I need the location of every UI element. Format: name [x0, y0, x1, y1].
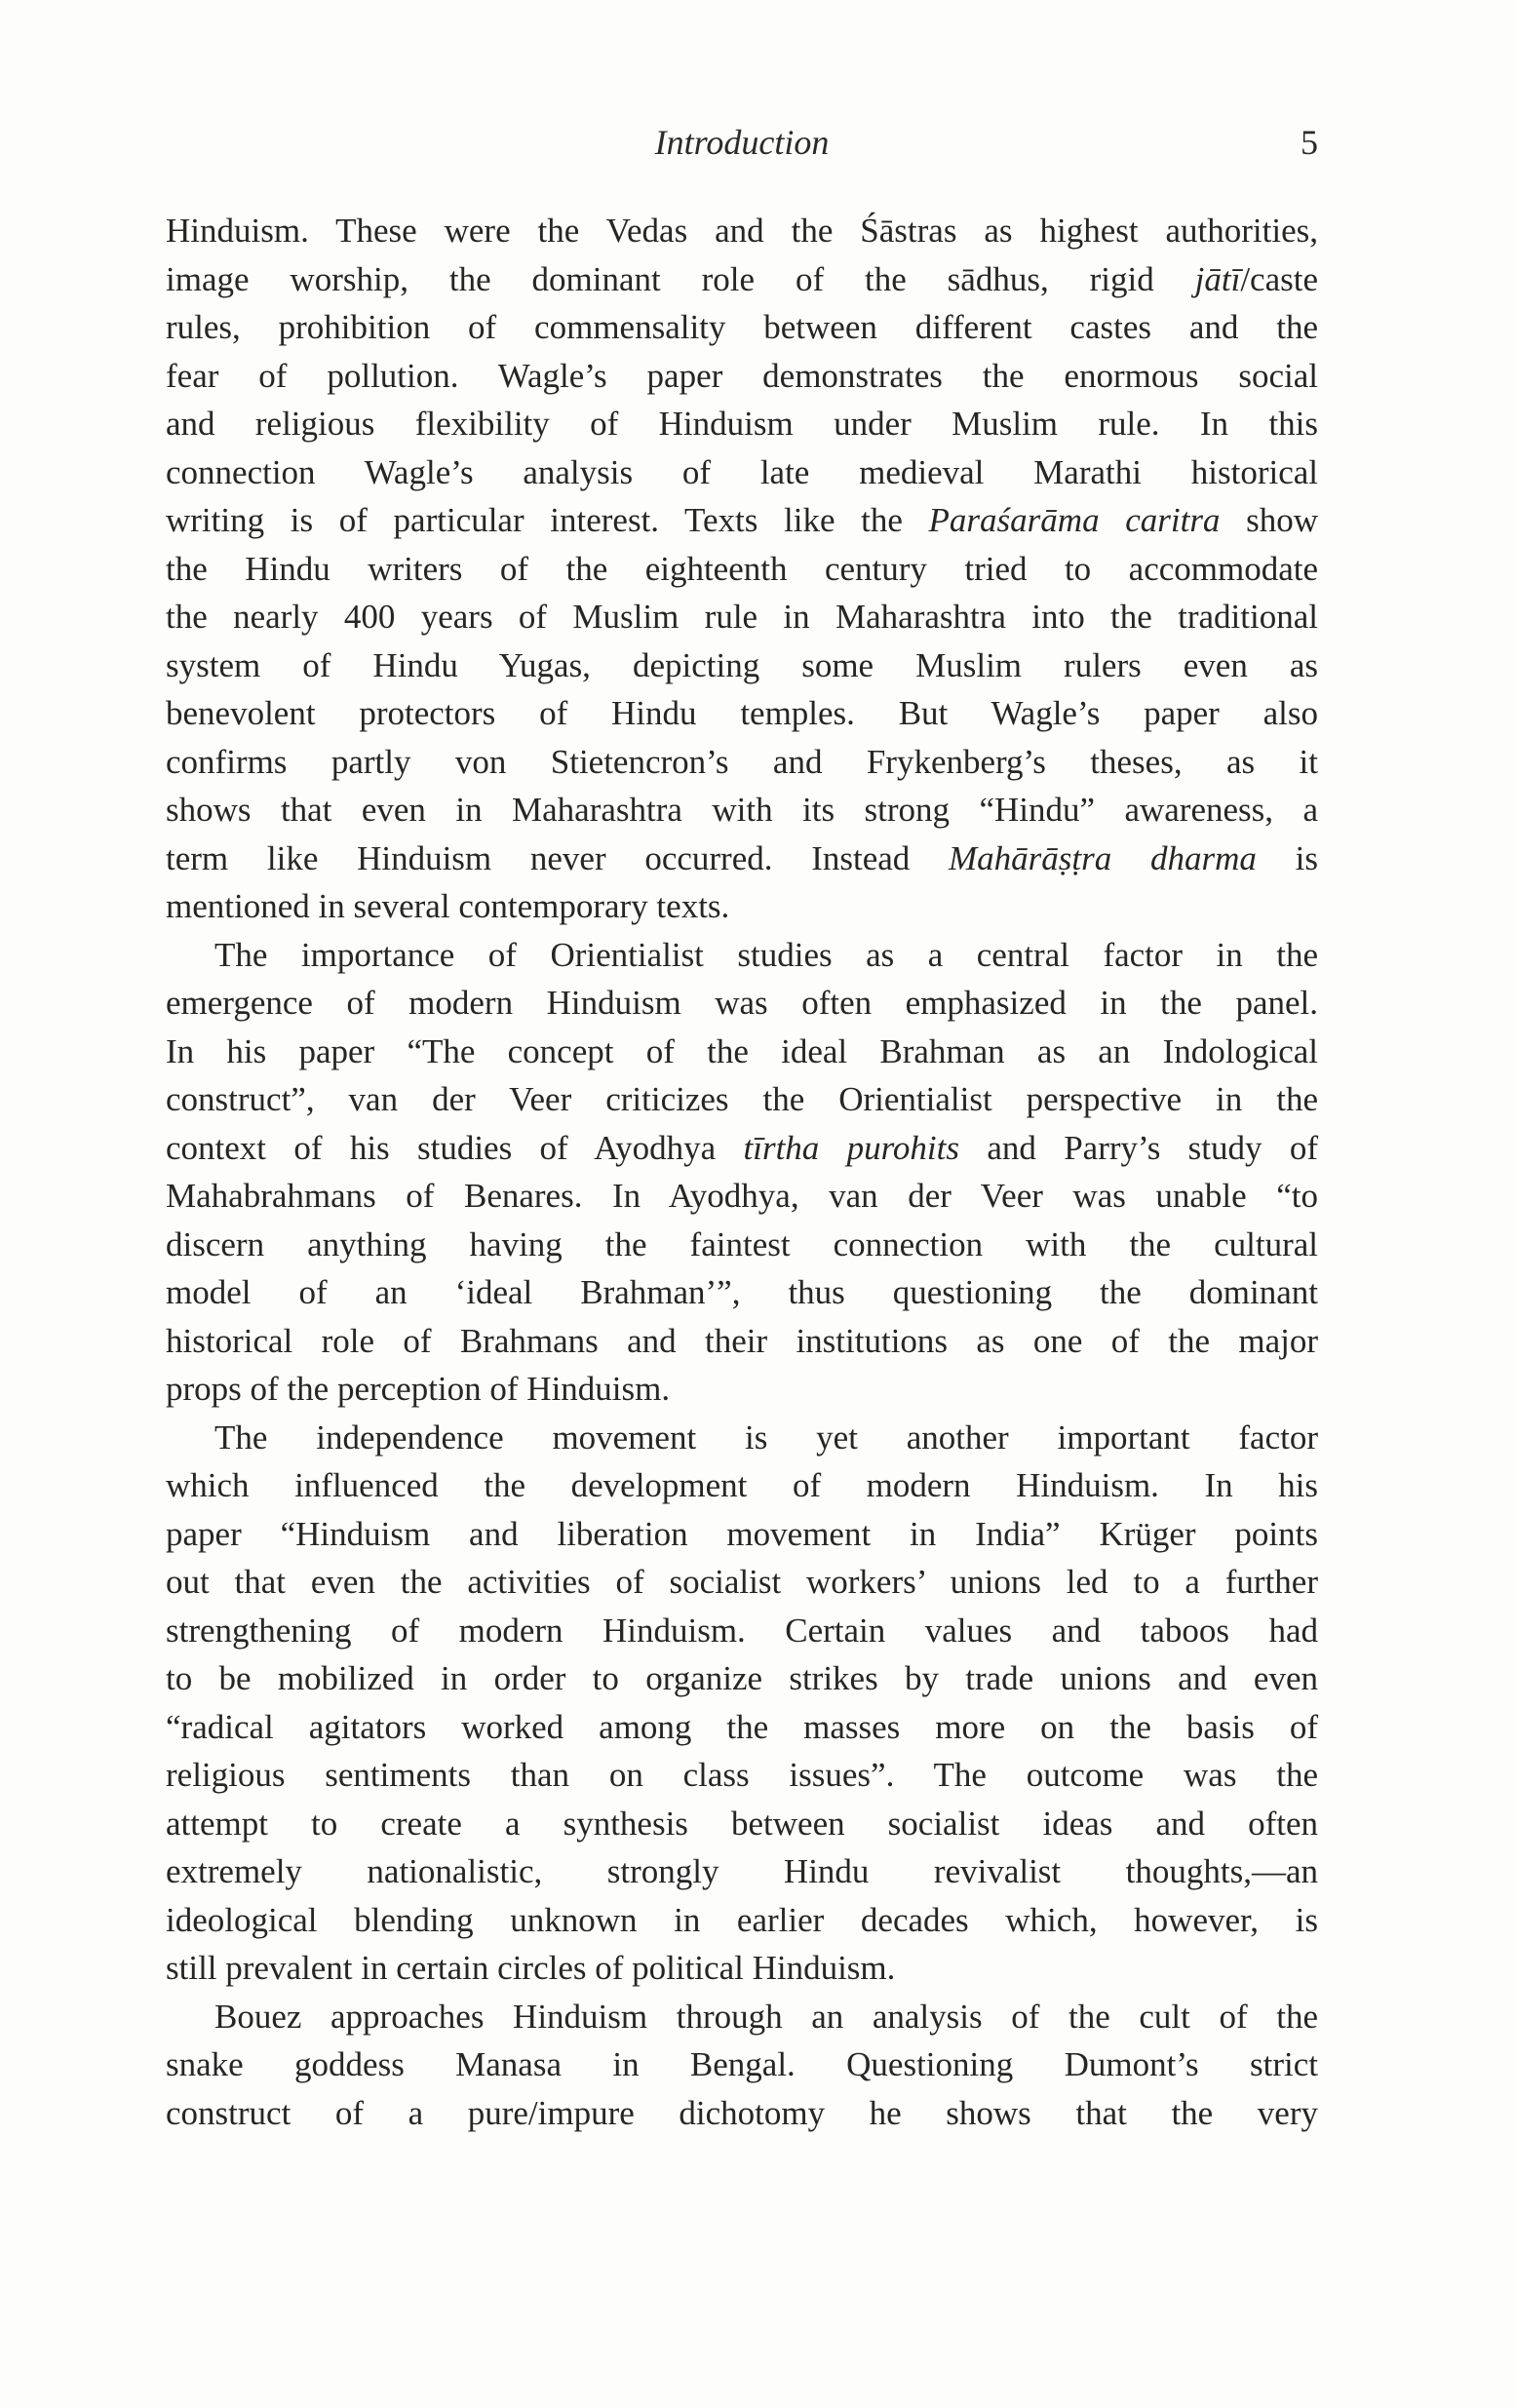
text-line — [166, 352, 1318, 401]
text-run: The importance of Orientialist studies as a central factor in the — [214, 935, 1318, 974]
text-run: strengthening of modern Hinduism. Certain values and taboos had — [166, 1611, 1318, 1650]
text-line — [166, 1703, 1318, 1752]
text-line — [166, 1268, 1318, 1317]
text-line — [166, 1461, 1318, 1510]
text-line — [166, 2040, 1318, 2089]
text-line — [166, 1124, 1318, 1173]
text-run: still prevalent in certain circles of political Hinduism. — [166, 1949, 896, 1987]
text-line — [166, 1896, 1318, 1945]
text-line — [166, 1800, 1318, 1848]
italic-term: Paraśarāma caritra — [928, 501, 1221, 539]
text-run: writing is of particular interest. Texts like the — [166, 501, 929, 539]
italic-term: tīrtha purohits — [743, 1128, 960, 1167]
body-text — [166, 207, 1318, 2137]
text-line — [166, 641, 1318, 690]
text-line — [166, 1172, 1318, 1221]
text-line — [166, 1847, 1318, 1896]
text-line — [166, 1654, 1318, 1703]
running-head — [166, 115, 1318, 170]
text-line — [166, 931, 1318, 980]
text-run: connection Wagle’s analysis of late medieval Marathi historical — [166, 452, 1318, 491]
text-run: extremely nationalistic, strongly Hindu revivalist thoughts,—an — [166, 1852, 1318, 1890]
text-run: The independence movement is yet another important factor — [214, 1418, 1318, 1456]
text-run: out that even the activities of socialist workers’ unions led to a further — [166, 1563, 1318, 1601]
text-run: ideological blending unknown in earlier decades which, however, is — [166, 1900, 1318, 1939]
text-line — [166, 2089, 1318, 2138]
text-line — [166, 1028, 1318, 1076]
text-run: is — [1256, 838, 1318, 877]
text-line — [166, 1221, 1318, 1269]
text-line — [166, 1365, 1318, 1414]
text-run: discern anything having the faintest connection with the cultural — [166, 1224, 1318, 1263]
text-line — [166, 835, 1318, 883]
text-run: construct”, van der Veer criticizes the Orientialist perspective in the — [166, 1080, 1318, 1118]
italic-term: Mahārāṣṭra dharma — [949, 838, 1257, 877]
text-run: emergence of modern Hinduism was often emphasized in the panel. — [166, 984, 1318, 1022]
text-run: fear of pollution. Wagle’s paper demonstrates the enormous social — [166, 356, 1318, 395]
text-line — [166, 882, 1318, 931]
text-run: show — [1220, 501, 1318, 539]
text-run: Mahabrahmans of Benares. In Ayodhya, van der Veer was unable “to — [166, 1177, 1318, 1215]
text-run: and religious flexibility of Hinduism under Muslim rule. In this — [166, 405, 1318, 443]
text-run: context of his studies of Ayodhya — [166, 1128, 744, 1167]
text-run: image worship, the dominant role of the sādhus, rigid — [166, 259, 1195, 298]
text-line — [166, 1993, 1318, 2041]
text-line — [166, 1558, 1318, 1607]
running-title: Introduction — [654, 123, 830, 162]
text-run: religious sentiments than on class issues”. The outcome was the — [166, 1756, 1318, 1794]
text-run: benevolent protectors of Hindu temples. But Wagle’s paper also — [166, 694, 1318, 732]
text-run: shows that even in Maharashtra with its strong “Hindu” awareness, a — [166, 791, 1318, 829]
text-line — [166, 1414, 1318, 1462]
text-line — [166, 1075, 1318, 1124]
text-run: rules, prohibition of commensality between different castes and the — [166, 308, 1318, 346]
text-run: the nearly 400 years of Muslim rule in Maharashtra into the traditional — [166, 598, 1318, 636]
text-run: attempt to create a synthesis between socialist ideas and often — [166, 1804, 1318, 1843]
text-run: which influenced the development of modern Hinduism. In his — [166, 1466, 1318, 1504]
text-line — [166, 303, 1318, 352]
text-run: “radical agitators worked among the masses more on the basis of — [166, 1707, 1318, 1746]
text-line — [166, 207, 1318, 255]
text-line — [166, 1317, 1318, 1366]
text-run: and Parry’s study of — [959, 1128, 1318, 1167]
text-run: to be mobilized in order to organize strikes by trade unions and even — [166, 1659, 1318, 1697]
text-run: term like Hinduism never occurred. Instead — [166, 838, 950, 877]
text-line — [166, 1510, 1318, 1559]
text-line — [166, 593, 1318, 641]
text-line — [166, 255, 1318, 304]
text-line — [166, 400, 1318, 448]
text-run: In his paper “The concept of the ideal Brahman as an Indological — [166, 1031, 1318, 1070]
text-run: the Hindu writers of the eighteenth century tried to accommodate — [166, 549, 1318, 588]
text-run: confirms partly von Stietencron’s and Frykenberg’s theses, as it — [166, 742, 1318, 781]
text-run: system of Hindu Yugas, depicting some Muslim rulers even as — [166, 645, 1318, 684]
text-run: mentioned in several contemporary texts. — [166, 887, 730, 925]
text-run: props of the perception of Hinduism. — [166, 1370, 671, 1408]
text-run: /caste — [1240, 259, 1318, 298]
text-run: Hinduism. These were the Vedas and the Śāstras as highest authorities, — [166, 212, 1318, 250]
text-line — [166, 448, 1318, 497]
text-run: historical role of Brahmans and their institutions as one of the major — [166, 1321, 1318, 1360]
text-run: snake goddess Manasa in Bengal. Questioning Dumont’s strict — [166, 2045, 1318, 2083]
text-line — [166, 786, 1318, 835]
text-line — [166, 689, 1318, 738]
text-run: construct of a pure/impure dichotomy he shows that the very — [166, 2093, 1318, 2132]
text-run: paper “Hinduism and liberation movement in India” Krüger points — [166, 1514, 1318, 1553]
text-line — [166, 738, 1318, 787]
text-line — [166, 979, 1318, 1028]
text-line — [166, 545, 1318, 594]
page-number: 5 — [1301, 123, 1318, 162]
text-run: model of an ‘ideal Brahman’”, thus questioning the dominant — [166, 1273, 1318, 1311]
text-line — [166, 496, 1318, 545]
italic-term: jātī — [1194, 259, 1241, 298]
text-run: Bouez approaches Hinduism through an analysis of the cult of the — [214, 1997, 1318, 2036]
text-line — [166, 1607, 1318, 1655]
text-line — [166, 1944, 1318, 1993]
text-line — [166, 1751, 1318, 1800]
